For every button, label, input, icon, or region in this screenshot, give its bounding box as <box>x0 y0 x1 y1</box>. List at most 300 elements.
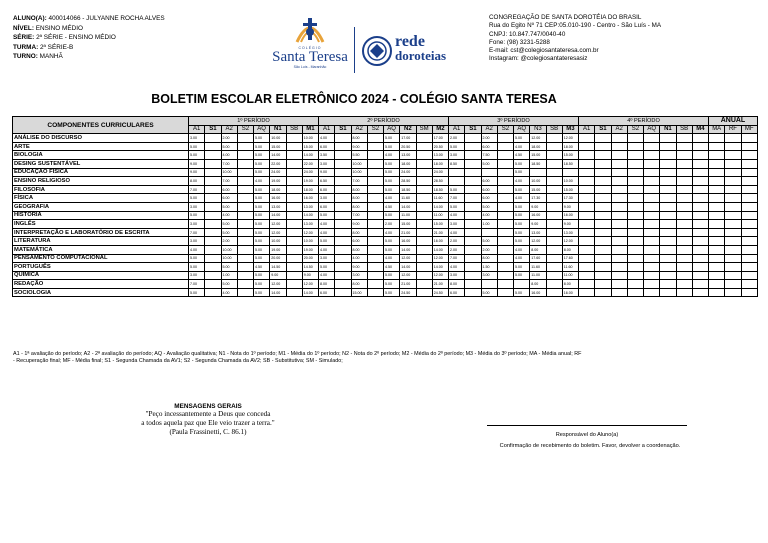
grade-cell <box>465 159 481 168</box>
grade-cell <box>449 177 465 186</box>
subject-name: ARTE <box>13 142 189 151</box>
grade-cell: 6.00 <box>319 202 335 211</box>
grade-cell: 7.00 <box>189 185 205 194</box>
grade-cell: 12.00 <box>562 237 578 246</box>
grade-cell <box>692 220 708 229</box>
grade-cell <box>205 263 221 272</box>
grade-cell <box>546 288 562 297</box>
grade-cell: 5.00 <box>254 245 270 254</box>
grade-cell <box>579 271 595 280</box>
column-header: S1 <box>205 125 221 134</box>
grade-cell <box>286 237 302 246</box>
column-header: S1 <box>595 125 611 134</box>
grade-cell: 14.00 <box>302 288 318 297</box>
grade-cell: 1.50 <box>481 263 497 272</box>
grade-cell: 5.00 <box>319 237 335 246</box>
grade-cell <box>579 228 595 237</box>
grade-cell: 12.00 <box>302 228 318 237</box>
grade-cell: 15.00 <box>302 142 318 151</box>
grade-cell <box>367 245 383 254</box>
grade-cell: 12.00 <box>270 220 286 229</box>
grade-cell: 21.00 <box>432 280 448 289</box>
grade-cell <box>595 134 611 143</box>
grade-cell: 18.50 <box>530 159 546 168</box>
grade-cell: 10.00 <box>221 168 237 177</box>
grade-cell <box>335 211 351 220</box>
grade-cell <box>660 254 676 263</box>
grade-cell: 20.50 <box>400 142 416 151</box>
grade-cell: 13.00 <box>530 228 546 237</box>
grade-cell <box>741 254 757 263</box>
grade-cell <box>416 194 432 203</box>
grade-cell <box>644 228 660 237</box>
grade-cell: 8.00 <box>351 245 367 254</box>
grade-cell <box>367 220 383 229</box>
grade-cell <box>367 254 383 263</box>
grade-cell <box>367 237 383 246</box>
grade-cell: 14.00 <box>270 151 286 160</box>
grade-cell: 14.00 <box>302 211 318 220</box>
grade-cell <box>725 151 741 160</box>
grade-cell: 13.00 <box>302 220 318 229</box>
grade-cell: 28.50 <box>400 177 416 186</box>
grade-cell <box>627 202 643 211</box>
grade-cell: 15.00 <box>562 151 578 160</box>
grade-cell: 6.00 <box>319 288 335 297</box>
grade-cell <box>205 228 221 237</box>
grade-cell: 5.00 <box>254 185 270 194</box>
grade-cell: 14.00 <box>400 245 416 254</box>
column-header: S2 <box>497 125 513 134</box>
grade-cell: 16.00 <box>270 194 286 203</box>
grade-cell <box>692 245 708 254</box>
grade-cell <box>335 280 351 289</box>
column-header: A2 <box>481 125 497 134</box>
grade-cell <box>497 254 513 263</box>
class-line: TURMA: 2ª SÉRIE-B <box>13 43 74 51</box>
grade-cell: 6.00 <box>481 177 497 186</box>
grade-cell: 4.00 <box>514 245 530 254</box>
column-header: AQ <box>254 125 270 134</box>
grade-cell <box>286 185 302 194</box>
grade-cell: 18.50 <box>432 185 448 194</box>
grade-cell: 10.00 <box>270 134 286 143</box>
subject-name: EDUCAÇÃO FÍSICA <box>13 168 189 177</box>
grade-cell: 9.00 <box>562 220 578 229</box>
grade-cell <box>709 194 725 203</box>
grade-cell: 2.00 <box>481 134 497 143</box>
grade-cell: 5.00 <box>189 288 205 297</box>
grade-cell <box>579 202 595 211</box>
grade-cell: 5.00 <box>384 288 400 297</box>
grade-cell <box>205 280 221 289</box>
grade-cell <box>497 228 513 237</box>
grade-cell <box>286 271 302 280</box>
grade-cell <box>676 168 692 177</box>
column-header: A2 <box>221 125 237 134</box>
grade-cell <box>546 202 562 211</box>
grade-cell <box>546 159 562 168</box>
grade-cell: 3.00 <box>319 159 335 168</box>
grade-cell <box>595 142 611 151</box>
grade-cell <box>481 168 497 177</box>
grade-cell: 5.00 <box>514 220 530 229</box>
grade-cell <box>611 263 627 272</box>
grade-cell <box>676 202 692 211</box>
shift-line: TURNO: MANHÃ <box>13 53 63 61</box>
grade-cell <box>692 280 708 289</box>
grade-cell: 24.00 <box>400 168 416 177</box>
grade-cell <box>676 134 692 143</box>
grade-cell: 5.00 <box>254 280 270 289</box>
grade-cell <box>676 194 692 203</box>
grade-cell <box>725 185 741 194</box>
table-row <box>13 220 758 229</box>
grade-cell <box>335 245 351 254</box>
grade-cell <box>676 185 692 194</box>
grade-cell: 6.00 <box>351 237 367 246</box>
grade-cell: 3.00 <box>319 254 335 263</box>
grade-cell <box>595 280 611 289</box>
grade-cell <box>205 134 221 143</box>
grade-cell <box>335 202 351 211</box>
grade-cell <box>676 142 692 151</box>
column-header: M1 <box>302 125 318 134</box>
table-row <box>13 177 758 186</box>
grade-cell: 18.50 <box>562 159 578 168</box>
grade-cell <box>205 254 221 263</box>
grade-cell: 4.50 <box>514 151 530 160</box>
grade-cell <box>676 263 692 272</box>
grade-cell <box>579 151 595 160</box>
grade-cell: 17.00 <box>432 134 448 143</box>
grade-cell: 5.00 <box>514 288 530 297</box>
grade-cell: 7.50 <box>481 151 497 160</box>
grade-cell <box>676 151 692 160</box>
column-header: MA <box>709 125 725 134</box>
subject-name: ANÁLISE DO DISCURSO <box>13 134 189 143</box>
grade-cell: 24.00 <box>270 168 286 177</box>
grade-cell <box>465 142 481 151</box>
grade-cell: 5.00 <box>254 228 270 237</box>
grade-cell <box>205 142 221 151</box>
rede-doroteias-logo: rede doroteias <box>359 34 463 70</box>
grade-cell <box>741 237 757 246</box>
grade-cell <box>692 134 708 143</box>
grade-cell <box>676 211 692 220</box>
grade-cell <box>465 271 481 280</box>
grade-cell: 1.00 <box>221 271 237 280</box>
grade-cell: 6.00 <box>481 194 497 203</box>
grade-cell: 4.00 <box>481 211 497 220</box>
grade-cell: 11.00 <box>432 211 448 220</box>
subject-name: FÍSICA <box>13 194 189 203</box>
grade-cell: 4.00 <box>319 228 335 237</box>
grade-cell: 5.00 <box>221 220 237 229</box>
grade-cell: 18.00 <box>530 142 546 151</box>
grade-cell <box>416 271 432 280</box>
grade-cell <box>741 271 757 280</box>
grade-cell: 10.00 <box>302 237 318 246</box>
grade-cell: 6.00 <box>481 185 497 194</box>
grade-cell <box>416 142 432 151</box>
grade-cell: 11.60 <box>400 194 416 203</box>
grade-cell <box>367 271 383 280</box>
grade-cell <box>692 151 708 160</box>
grade-cell: 5.00 <box>514 134 530 143</box>
grade-cell: 9.00 <box>351 142 367 151</box>
grade-cell: 20.00 <box>302 254 318 263</box>
grade-cell <box>465 177 481 186</box>
grade-cell <box>465 228 481 237</box>
grade-cell <box>611 202 627 211</box>
grade-cell <box>497 142 513 151</box>
grade-cell <box>237 220 253 229</box>
grade-cell: 20.00 <box>270 254 286 263</box>
grade-cell <box>692 263 708 272</box>
grade-cell <box>709 159 725 168</box>
grade-cell <box>579 159 595 168</box>
grade-cell: 8.00 <box>351 228 367 237</box>
grade-cell <box>611 151 627 160</box>
grade-cell: 3.00 <box>319 194 335 203</box>
grade-cell <box>595 194 611 203</box>
grade-cell: 3.00 <box>189 202 205 211</box>
grade-cell <box>709 185 725 194</box>
grade-cell: 12.00 <box>562 134 578 143</box>
grade-cell: 8.00 <box>562 280 578 289</box>
subject-name: LITERATURA <box>13 237 189 246</box>
grade-cell <box>627 211 643 220</box>
grade-cell: 5.00 <box>254 211 270 220</box>
grade-cell <box>465 237 481 246</box>
grade-cell: 14.50 <box>302 263 318 272</box>
grade-cell <box>237 151 253 160</box>
grade-cell <box>237 142 253 151</box>
subject-name: GEOGRAFIA <box>13 202 189 211</box>
grade-cell: 17.30 <box>530 194 546 203</box>
grade-cell <box>465 151 481 160</box>
grade-cell <box>465 211 481 220</box>
grade-cell: 12.00 <box>270 228 286 237</box>
grade-cell <box>416 280 432 289</box>
table-row <box>13 151 758 160</box>
grade-cell <box>335 142 351 151</box>
grade-cell <box>546 280 562 289</box>
grade-cell <box>692 237 708 246</box>
table-row <box>13 271 758 280</box>
grade-cell: 18.00 <box>562 142 578 151</box>
grade-cell: 5.00 <box>514 228 530 237</box>
grade-cell <box>725 142 741 151</box>
grade-cell <box>367 280 383 289</box>
grade-cell: 4.00 <box>319 134 335 143</box>
grade-cell: 22.00 <box>270 159 286 168</box>
grade-cell: 5.00 <box>254 220 270 229</box>
grade-cell: 19.00 <box>302 177 318 186</box>
grade-cell <box>676 159 692 168</box>
grade-cell <box>627 134 643 143</box>
grade-cell <box>465 134 481 143</box>
grade-cell: 5.00 <box>514 263 530 272</box>
column-header: AQ <box>644 125 660 134</box>
grade-cell: 16.00 <box>530 288 546 297</box>
grade-cell <box>546 245 562 254</box>
grade-cell <box>692 288 708 297</box>
subject-name: PORTUGUÊS <box>13 263 189 272</box>
grade-cell: 15.00 <box>351 288 367 297</box>
grade-cell <box>286 280 302 289</box>
grade-cell <box>725 168 741 177</box>
grade-cell: 5.00 <box>449 185 465 194</box>
grade-cell: 15.00 <box>562 185 578 194</box>
grade-cell: 12.00 <box>302 280 318 289</box>
legend: A1 - 1ª avaliação do período; A2 - 2ª avaliação do período; AQ - Avaliação qualitativa; N1 - Nota do 1º período; M1 - Média do 1º período; N2 - Nota do 2º período; M2 - Média do 2º período; M3 - Média do 3º período; MA - Média anual; RF - Recuperação final; MF - Média final; S1 - Segunda Chamada da AV1; S2 - Segunda Chamada da AV2; SB - Substitutiva; SM - Simulado; <box>13 351 582 364</box>
grade-cell <box>627 177 643 186</box>
grade-cell <box>237 280 253 289</box>
grade-cell <box>644 185 660 194</box>
period-header: 3º PERÍODO <box>449 117 579 126</box>
grade-cell <box>611 280 627 289</box>
period-header: 2º PERÍODO <box>319 117 449 126</box>
grade-cell <box>205 271 221 280</box>
grade-cell: 24.00 <box>302 168 318 177</box>
student-info <box>13 14 165 62</box>
grade-cell <box>725 220 741 229</box>
grade-cell <box>416 134 432 143</box>
column-header: RF <box>725 125 741 134</box>
grade-cell <box>546 254 562 263</box>
grade-cell <box>709 168 725 177</box>
grade-cell <box>644 263 660 272</box>
student-name: 400014066 - JULYANNE ROCHA ALVES <box>48 15 165 22</box>
grade-cell <box>725 280 741 289</box>
grade-cell <box>725 237 741 246</box>
grade-cell: 10.00 <box>302 134 318 143</box>
grade-cell <box>416 220 432 229</box>
grade-cell <box>367 211 383 220</box>
grade-cell: 17.60 <box>562 254 578 263</box>
grade-cell <box>595 237 611 246</box>
grade-cell: 13.00 <box>302 202 318 211</box>
grade-cell <box>205 245 221 254</box>
grade-cell: 5.00 <box>189 211 205 220</box>
subject-name: HISTÓRIA <box>13 211 189 220</box>
grade-cell <box>676 228 692 237</box>
grade-cell <box>205 151 221 160</box>
period-header: 4º PERÍODO <box>579 117 709 126</box>
grade-cell: 18.50 <box>400 185 416 194</box>
grade-cell <box>465 288 481 297</box>
column-header: MF <box>741 125 757 134</box>
column-header: A2 <box>351 125 367 134</box>
grade-cell: 6.00 <box>449 288 465 297</box>
grade-cell <box>546 220 562 229</box>
grade-cell: 5.00 <box>384 142 400 151</box>
grade-cell <box>546 271 562 280</box>
grade-cell <box>416 245 432 254</box>
grade-cell <box>546 228 562 237</box>
grade-cell <box>579 263 595 272</box>
grade-cell <box>579 177 595 186</box>
grade-cell: 7.00 <box>351 211 367 220</box>
grade-cell: 22.00 <box>302 159 318 168</box>
grade-cell: 14.50 <box>270 263 286 272</box>
grade-cell <box>611 194 627 203</box>
column-header: M4 <box>692 125 708 134</box>
grade-cell <box>367 159 383 168</box>
grade-cell <box>725 194 741 203</box>
grade-cell: 9.00 <box>530 220 546 229</box>
grade-cell: 16.00 <box>562 211 578 220</box>
grade-cell <box>579 134 595 143</box>
grade-cell: 5.00 <box>189 263 205 272</box>
grade-cell <box>579 142 595 151</box>
grade-cell <box>416 185 432 194</box>
grade-cell: 5.00 <box>384 159 400 168</box>
grade-cell <box>611 228 627 237</box>
grade-cell <box>595 202 611 211</box>
grade-cell <box>644 288 660 297</box>
grade-cell <box>660 237 676 246</box>
subject-name: PENSAMENTO COMPUTACIONAL <box>13 254 189 263</box>
grade-cell: 5.00 <box>514 271 530 280</box>
grade-cell <box>660 185 676 194</box>
period-header: ANUAL <box>709 117 758 126</box>
grade-cell <box>611 177 627 186</box>
grade-cell <box>579 211 595 220</box>
grade-cell <box>481 280 497 289</box>
grade-cell <box>660 288 676 297</box>
grade-cell <box>497 288 513 297</box>
grade-cell <box>660 263 676 272</box>
grade-cell <box>709 202 725 211</box>
grade-cell <box>416 168 432 177</box>
grade-cell <box>579 185 595 194</box>
signature-label: Responsável do Aluno(a) <box>555 432 619 438</box>
grade-cell <box>595 288 611 297</box>
grade-cell <box>497 194 513 203</box>
grade-cell: 2.00 <box>221 237 237 246</box>
grade-cell: 4.00 <box>514 142 530 151</box>
grade-cell: 16.00 <box>400 237 416 246</box>
grade-cell <box>205 237 221 246</box>
grade-cell <box>237 288 253 297</box>
grade-cell <box>286 228 302 237</box>
grade-cell <box>660 177 676 186</box>
grade-cell <box>286 168 302 177</box>
column-header: AQ <box>384 125 400 134</box>
grade-cell <box>416 202 432 211</box>
grade-cell: 10.00 <box>270 237 286 246</box>
grade-cell <box>627 228 643 237</box>
grade-cell <box>416 237 432 246</box>
grade-cell: 2.00 <box>384 220 400 229</box>
grade-cell <box>644 177 660 186</box>
column-header: S1 <box>335 125 351 134</box>
grade-cell: 10.00 <box>530 177 546 186</box>
grade-cell: 5.00 <box>481 288 497 297</box>
grade-cell: 5.50 <box>351 151 367 160</box>
grade-cell <box>627 254 643 263</box>
grade-cell: 4.00 <box>514 254 530 263</box>
grade-cell <box>627 271 643 280</box>
grade-cell: 10.00 <box>221 245 237 254</box>
grade-cell <box>497 220 513 229</box>
grade-cell: 9.00 <box>189 159 205 168</box>
grade-cell: 3.00 <box>449 271 465 280</box>
grade-cell: 5.00 <box>514 237 530 246</box>
